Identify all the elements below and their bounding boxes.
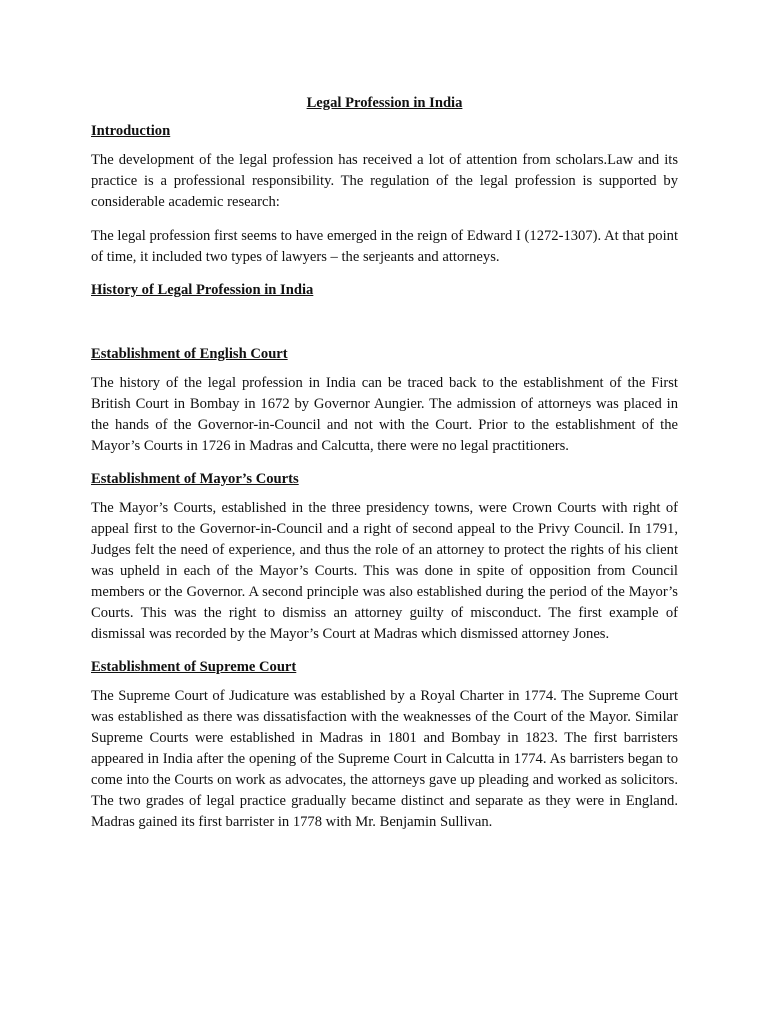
paragraph-supreme-court: The Supreme Court of Judicature was established by a Royal Charter in 1774. The Supreme Court was established as there was dissatisfaction with the weaknesses of the Court of the Mayor. Similar Supreme Courts were established in Madras in 1801 and Bombay in 1823. The first barristers appeared in India after the opening of the Supreme Court in Calcutta in 1774. As barristers began to come into the Courts on work as advocates, the attorneys gave up pleading and worked as solicitors. The two grades of legal practice gradually became distinct and separate as they were in England. Madras gained its first barrister in 1778 with Mr. Benjamin Sullivan. [91, 688, 678, 830]
heading-english-court: Establishment of English Court [91, 346, 288, 362]
heading-supreme-court: Establishment of Supreme Court [91, 659, 297, 675]
heading-history: History of Legal Profession in India [91, 282, 314, 298]
document-title: Legal Profession in India [306, 95, 463, 111]
paragraph-mayors-courts: The Mayor’s Courts, established in the three presidency towns, were Crown Courts with right of appeal first to the Governor-in-Council and a right of second appeal to the Privy Council. In 1791, Judges felt the need of experience, and thus the role of an attorney to protect the rights of his client was upheld in each of the Mayor’s Courts. This was done in spite of opposition from Council members or the Governor. A second principle was also established during the period of the Mayor’s Courts. This was the right to dismiss an attorney guilty of misconduct. The first example of dismissal was recorded by the Mayor’s Court at Madras which dismissed attorney Jones. [91, 500, 678, 642]
paragraph-introduction-1: The development of the legal profession has received a lot of attention from scholars.Law and its practice is a professional responsibility. The regulation of the legal profession is supported by considerable academic research: [91, 152, 678, 210]
heading-mayors-courts: Establishment of Mayor’s Courts [91, 471, 299, 487]
paragraph-introduction-2: The legal profession first seems to have emerged in the reign of Edward I (1272-1307). At that point of time, it included two types of lawyers – the serjeants and attorneys. [91, 228, 678, 265]
heading-introduction: Introduction [91, 123, 171, 139]
paragraph-english-court: The history of the legal profession in India can be traced back to the establishment of the First British Court in Bombay in 1672 by Governor Aungier. The admission of attorneys was placed in the hands of the Governor-in-Council and not with the Court. Prior to the establishment of the Mayor’s Courts in 1726 in Madras and Calcutta, there were no legal practitioners. [91, 375, 678, 454]
document-page [91, 94, 678, 833]
